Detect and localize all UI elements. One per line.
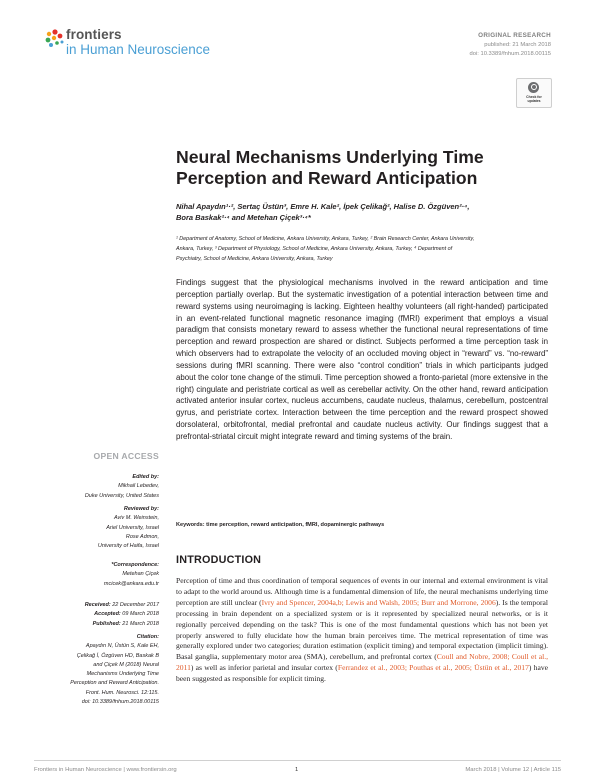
journal-name: in Human Neuroscience	[66, 42, 211, 57]
affiliations: ¹ Department of Anatomy, School of Medicine, Ankara University, Ankara, Turkey, ² Brain Research Center, Ankara University, Ankara, Turkey, ³ Department of Physiology, School of Medicine, Ankara University, Ankara, Turkey, ⁴ Department of Psychiatry, School of Medicine, Ankara University, Ankara, Turkey	[176, 236, 475, 262]
update-icon	[528, 82, 539, 93]
footer-issue: March 2018 | Volume 12 | Article 115	[465, 767, 561, 773]
keywords: Keywords: time perception, reward anticipation, fMRI, dopaminergic pathways	[176, 522, 385, 528]
doi[interactable]: doi: 10.3389/fnhum.2018.00115	[469, 51, 551, 57]
open-access-label: OPEN ACCESS	[93, 451, 159, 461]
published-date: published: 21 March 2018	[484, 42, 551, 48]
article-type: ORIGINAL RESEARCH	[478, 32, 551, 39]
citation-link[interactable]: Ferrandez et al., 2003; Pouthas et al., 2005; Üstün et al., 2017	[337, 663, 529, 673]
introduction-heading: INTRODUCTION	[176, 554, 262, 566]
page-number: 1	[295, 767, 299, 773]
correspondence-block: *Correspondence: Metehan Çiçek mcicek@ankara.edu.tr	[19, 561, 159, 589]
correspondent-email[interactable]: mcicek@ankara.edu.tr	[103, 580, 159, 587]
footer-journal: Frontiers in Human Neuroscience | www.frontiersin.org	[34, 767, 177, 773]
footer-divider	[34, 760, 561, 761]
abstract: Findings suggest that the physiological mechanisms involved in the reward anticipation and time perception partially overlap. But the systematic investigation of a potential interaction between time and reward systems using neuroimaging is lacking. Eighteen healthy volunteers (all right-handed) participated in an event-related functional magnetic resonance imaging (fMRI) experiment that employs a visual paradigm that consists monetary reward to assess whether the functional neural representations of time perception and reward prospection are shared or distinct. Subjects performed a time perception task in which observers had to extrapolate the velocity of an occluded moving object in “reward” vs. “no-reward” sessions during fMRI scanning. There were also “control condition” trials in which participants judged about the color tone change of the stimuli. Time perception showed a fronto-parietal (more extensive in the right) cingulate and peristriate cortical as well as cerebellar activity. On the other hand, reward anticipation activated anterior insular cortex, nucleus accumbens, caudate nucleus, thalamus, cerebellum, postcentral gyrus, and peristriate cortex. Interaction between the time perception and the reward prospect showed dorsolateral, orbitofrontal, medial prefrontal and caudate nucleus activity. Our findings suggest that a prefrontal-striatal circuit might integrate reward and timing systems of the brain.	[176, 278, 548, 441]
edited-by-block: Edited by: Mikhail Lebedev, Duke University, United States	[84, 474, 159, 499]
article-title: Neural Mechanisms Underlying Time Perception and Reward Anticipation	[176, 147, 484, 188]
check-for-updates-badge[interactable]	[516, 78, 552, 108]
reviewed-by-block: Reviewed by: Aviv M. Weinstein, Ariel University, Israel Rose Admon, University of Haifa, Israel	[97, 506, 159, 550]
citation-link[interactable]: Coull and Nobre, 2008; Coull et al., 2011	[176, 652, 548, 673]
author-list: Nihal Apaydın¹·², Sertaç Üstün³, Emre H. Kale², İpek Çelikağ², Halise D. Özgüven²·⁴, Bora Baskak²·⁴ and Metehan Çiçek³·⁴*	[176, 202, 470, 222]
citation-block: Citation: Apaydın N, Üstün S, Kale EH, Çelikağ İ, Özgüven HD, Baskak B and Çiçek M (2018) Neural Mechanisms Underlying Time Perception and Reward Anticipation. Front. Hum. Neurosci. 12:115. doi: 10.3389/fnhum.2018.00115	[70, 634, 159, 706]
dates-block: Received: 22 December 2017 Accepted: 09 March 2018 Published: 21 March 2018	[84, 602, 159, 627]
citation-link[interactable]: Ivry and Spencer, 2004a,b; Lewis and Walsh, 2005; Burr and Morrone, 2006	[261, 597, 496, 607]
frontiers-logo-icon	[44, 28, 66, 50]
badge-label: Check for updates	[526, 95, 542, 103]
introduction-text: Perception of time and thus coordination of temporal sequences of events in our internal and external environment is vital to adapt to the world around us. Although time is a fundamental dimension of life, the neural mechanisms underlying time perception are still unclear (Ivry and Spencer, 2004a,b; Lewis and Walsh, 2005; Burr and Morrone, 2006). Is the temporal processing in brain dependent on a specialized system or is it represented by specialized neural networks, or is it regionally perceived depending on the task? This is one of the most fundamental questions which has not been yet properly answered to fully elucidate how the human brain perceives time. The metrical representation of time was generally explored under two categories; duration estimation (explicit timing) and temporal expectation (implicit timing). Basal ganglia, supplementary motor area (SMA), cerebellum, and prefrontal cortex (Coull and Nobre, 2008; Coull et al., 2011) as well as inferior parietal and insular cortex (Ferrandez et al., 2003; Pouthas et al., 2005; Üstün et al., 2017) have been suggested as responsible for explicit timing.	[176, 576, 549, 684]
publisher-name: frontiers	[66, 27, 122, 42]
